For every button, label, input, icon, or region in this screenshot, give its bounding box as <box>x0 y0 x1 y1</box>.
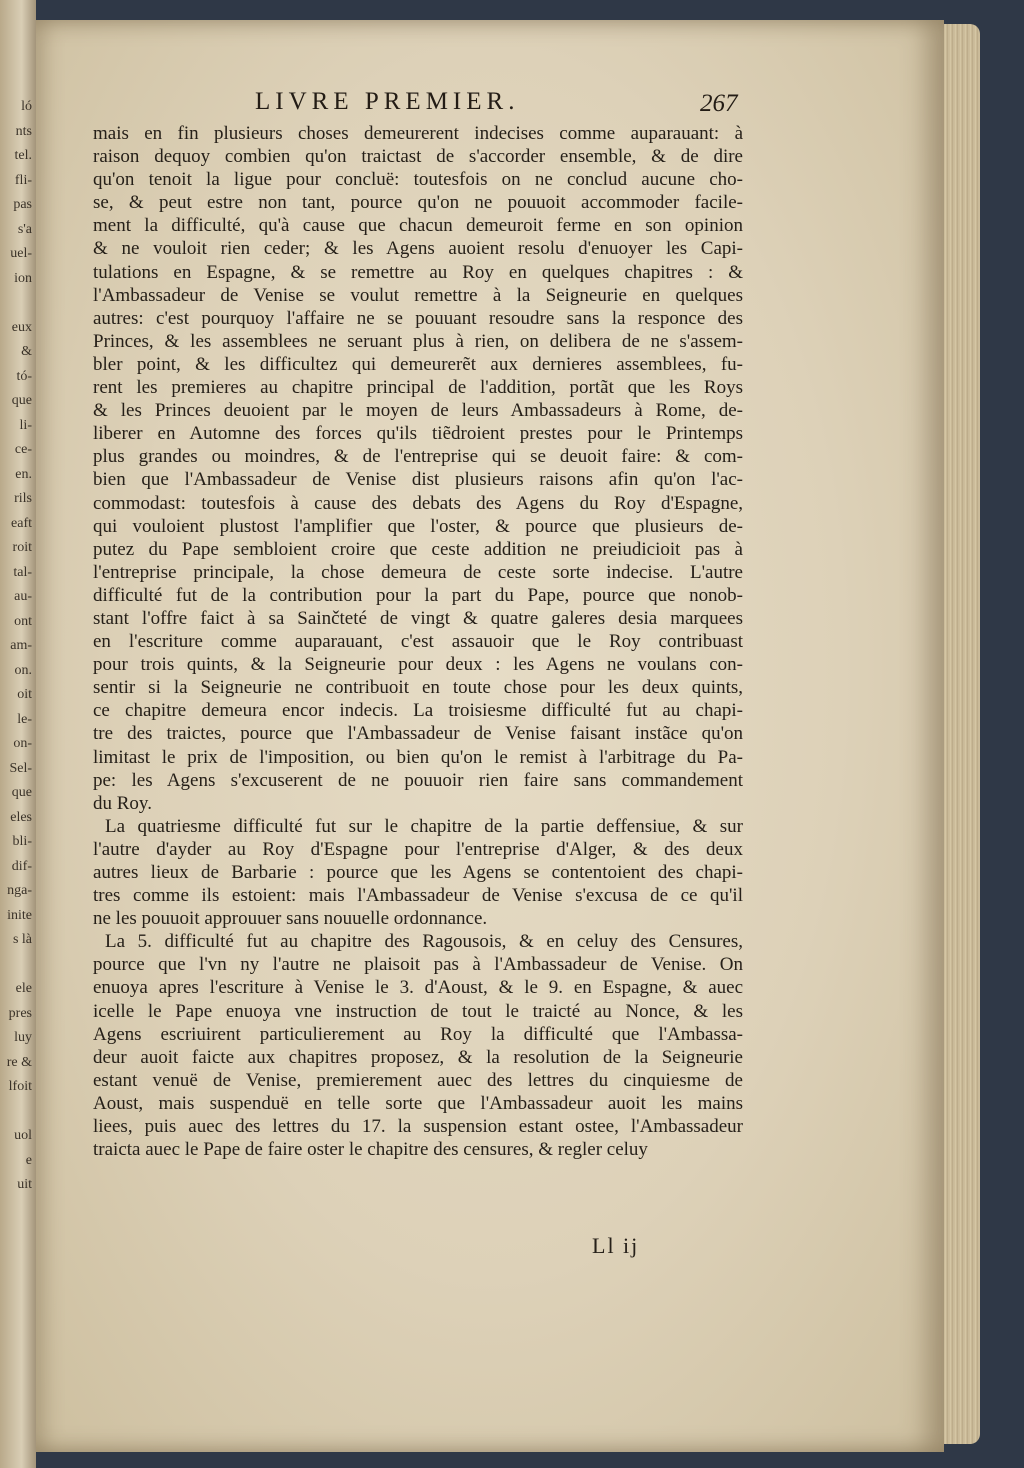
margin-fragment: nga- <box>7 883 32 898</box>
text-line: La quatriesme difficulté fut sur le chapitre de la partie deffensiue, & sur <box>105 815 743 837</box>
text-line: pource que l'vn ny l'autre ne plaisoit pas à l'Ambassadeur de Venise. On <box>93 954 743 976</box>
text-line: putez du Pape sembloient croire que ceste addition ne preiudicioit pas à <box>93 538 743 560</box>
margin-fragment: en. <box>15 466 32 482</box>
margin-fragment: roit <box>12 540 32 555</box>
text-line: se, & peut estre non tant, pource qu'on ne pouuoit accommoder facile- <box>93 192 743 214</box>
margin-fragment: on- <box>13 736 32 751</box>
margin-fragment <box>0 953 32 978</box>
text-line: difficulté fut de la contribution pour la part du Pape, pource que nonob- <box>93 584 743 606</box>
text-line: Agens escriuirent particulierement au Roy la difficulté que l'Ambassa- <box>93 1023 743 1045</box>
text-line: icelle le Pape enuoya vne instruction de tout le traicté au Nonce, & les <box>93 1000 743 1022</box>
margin-fragment: bli- <box>12 834 32 849</box>
body-text <box>93 122 743 1161</box>
text-line: qui vouloient plustost l'amplifier que l'oster, & pource que plusieurs de- <box>93 515 743 537</box>
text-line: commodast: toutesfois à cause des debats des Agens du Roy d'Espagne, <box>93 492 743 514</box>
margin-fragment: le- <box>17 711 32 727</box>
text-line: l'autre d'ayder au Roy d'Espagne pour l'entreprise d'Alger, & des deux <box>93 838 743 860</box>
margin-fragment: nts <box>15 123 32 139</box>
margin-fragment: ion <box>14 270 32 286</box>
text-line: & ne vouloit rien ceder; & les Agens auoient resolu d'enuoyer les Capi- <box>93 238 743 260</box>
margin-fragment: eaft <box>11 515 32 531</box>
text-line: raison dequoy combien qu'on traictast de s'accorder ensemble, & de dire <box>93 146 743 168</box>
margin-fragment: on. <box>14 662 32 678</box>
text-line: sentir si la Seigneurie ne contribuoit en toute chose pour les deux quints, <box>93 677 743 699</box>
text-line: pe: les Agens s'excuserent de ne pouuoir rien faire sans commandement <box>93 769 743 791</box>
text-line: ce chapitre demeura encor indecis. La troisiesme difficulté fut au chapi- <box>93 700 743 722</box>
margin-fragment: eux <box>11 319 32 335</box>
margin-fragment: s là <box>12 932 32 947</box>
margin-fragment: li- <box>19 417 32 433</box>
margin-fragment: uit <box>17 1177 32 1192</box>
text-line: l'Ambassadeur de Venise se voulut remettre à la Seigneurie en quelques <box>93 284 743 306</box>
signature-mark: Ll ij <box>592 1233 640 1258</box>
margin-fragment: dif- <box>11 858 32 874</box>
text-line: autres: c'est pourquoy l'affaire ne se pouuant resoudre sans la responce des <box>93 307 743 329</box>
margin-fragment: tó- <box>16 368 32 384</box>
margin-fragment: uol <box>14 1128 32 1143</box>
text-line: stant l'offre faict à sa Sainčteté de vingt & quatre galeres desia marquees <box>93 607 743 629</box>
text-line: liees, puis auec des lettres du 17. la suspension estant ostee, l'Ambassadeur <box>93 1116 743 1138</box>
margin-fragment: tel. <box>14 148 32 163</box>
margin-fragment: que <box>11 393 32 408</box>
margin-fragment: lfoit <box>8 1079 32 1094</box>
margin-fragment: ce- <box>14 442 32 457</box>
margin-fragment: & <box>21 344 32 359</box>
text-line: estant venuë de Venise, premierement auec des lettres du cinquiesme de <box>93 1069 743 1091</box>
text-line: traicta auec le Pape de faire oster le chapitre des censures, & regler celuy <box>93 1139 648 1161</box>
margin-fragment: au- <box>14 589 32 604</box>
margin-fragment: luy <box>14 1030 32 1045</box>
margin-fragment: que <box>11 785 32 800</box>
margin-fragment: ele <box>15 981 32 996</box>
text-line: mais en fin plusieurs choses demeurerent indecises comme auparauant: à <box>93 123 743 144</box>
text-line: tres comme ils estoient: mais l'Ambassadeur de Venise s'excusa de ce qu'il <box>93 885 743 907</box>
text-line: & les Princes deuoient par le moyen de leurs Ambassadeurs à Rome, de- <box>93 400 743 422</box>
margin-fragment: Sel- <box>9 760 32 776</box>
text-line: limitast le prix de l'imposition, ou bien qu'on le remist à l'arbitrage du Pa- <box>93 746 743 768</box>
margin-fragment <box>0 1100 32 1125</box>
text-line: l'entreprise principale, la chose demeura de ceste sorte indecise. L'autre <box>93 561 743 583</box>
page-number: 267 <box>700 90 738 117</box>
margin-fragment: pres <box>8 1005 32 1021</box>
margin-fragment: tal- <box>13 564 32 580</box>
text-line: en l'escriture comme auparauant, c'est assauoir que le Roy contribuast <box>93 631 743 653</box>
page-block-edges <box>944 24 980 1444</box>
text-line: bien que l'Ambassadeur de Venise dist plusieurs raisons afin qu'on l'ac- <box>93 469 743 491</box>
text-line: Aoust, mais suspenduë en telle sorte que l'Ambassadeur auoit les mains <box>93 1092 743 1114</box>
running-head: LIVRE PREMIER. <box>255 88 520 115</box>
margin-fragment: uel- <box>10 246 32 261</box>
text-line: rent les premieres au chapitre principal de l'addition, portãt que les Roys <box>93 377 743 399</box>
left-margin-fragments <box>0 95 36 1198</box>
margin-fragment <box>0 291 32 316</box>
margin-fragment: ló <box>21 99 32 114</box>
text-line: liberer en Automne des forces qu'ils tiẽdroient prestes pour le Printemps <box>93 423 743 445</box>
text-line: deur auoit faicte aux chapitres proposez, & la resolution de la Seigneurie <box>93 1046 743 1068</box>
margin-fragment: s'a <box>17 221 32 237</box>
margin-fragment: ont <box>14 613 32 629</box>
margin-fragment: rils <box>14 491 32 506</box>
text-line: autres lieux de Barbarie : pource que les Agens se contentoient des chapi- <box>93 862 743 883</box>
text-line: tre des traictes, pource que l'Ambassadeur de Venise faisant instãce qu'on <box>93 723 743 745</box>
margin-fragment: re & <box>6 1054 32 1070</box>
margin-fragment: e <box>25 1152 32 1168</box>
text-line: pour trois quints, & la Seigneurie pour deux : les Agens ne voulans con- <box>93 654 743 676</box>
text-line: La 5. difficulté fut au chapitre des Ragousois, & en celuy des Censures, <box>105 931 743 953</box>
text-line: ne les pouuoit approuuer sans nouuelle ordonnance. <box>93 908 488 930</box>
margin-fragment: fli- <box>14 172 32 188</box>
margin-fragment: oit <box>17 687 32 702</box>
text-line: Princes, & les assemblees ne seruant plus à rien, on delibera de ne s'assem- <box>93 330 743 352</box>
margin-fragment: am- <box>10 638 32 653</box>
margin-fragment: inite <box>7 907 32 923</box>
left-facing-page-edge <box>0 0 36 1468</box>
margin-fragment: pas <box>13 197 32 212</box>
margin-fragment: eles <box>10 809 32 825</box>
text-line: bler point, & les difficultez qui demeurerẽt aux dernieres assemblees, fu- <box>93 353 743 375</box>
text-line: du Roy. <box>93 792 152 814</box>
text-line: enuoya apres l'escriture à Venise le 3. d'Aoust, & le 9. en Espagne, & auec <box>93 977 743 999</box>
text-line: tulations en Espagne, & se remettre au Roy en quelques chapitres : & <box>93 261 743 283</box>
text-line: plus grandes ou moindres, & de l'entreprise qui se deuoit faire: & com- <box>93 446 743 468</box>
text-line: qu'on tenoit la ligue pour concluë: toutesfois on ne conclud aucune cho- <box>93 169 743 191</box>
text-line: ment la difficulté, qu'à cause que chacun demeuroit ferme en son opinion <box>93 215 743 237</box>
